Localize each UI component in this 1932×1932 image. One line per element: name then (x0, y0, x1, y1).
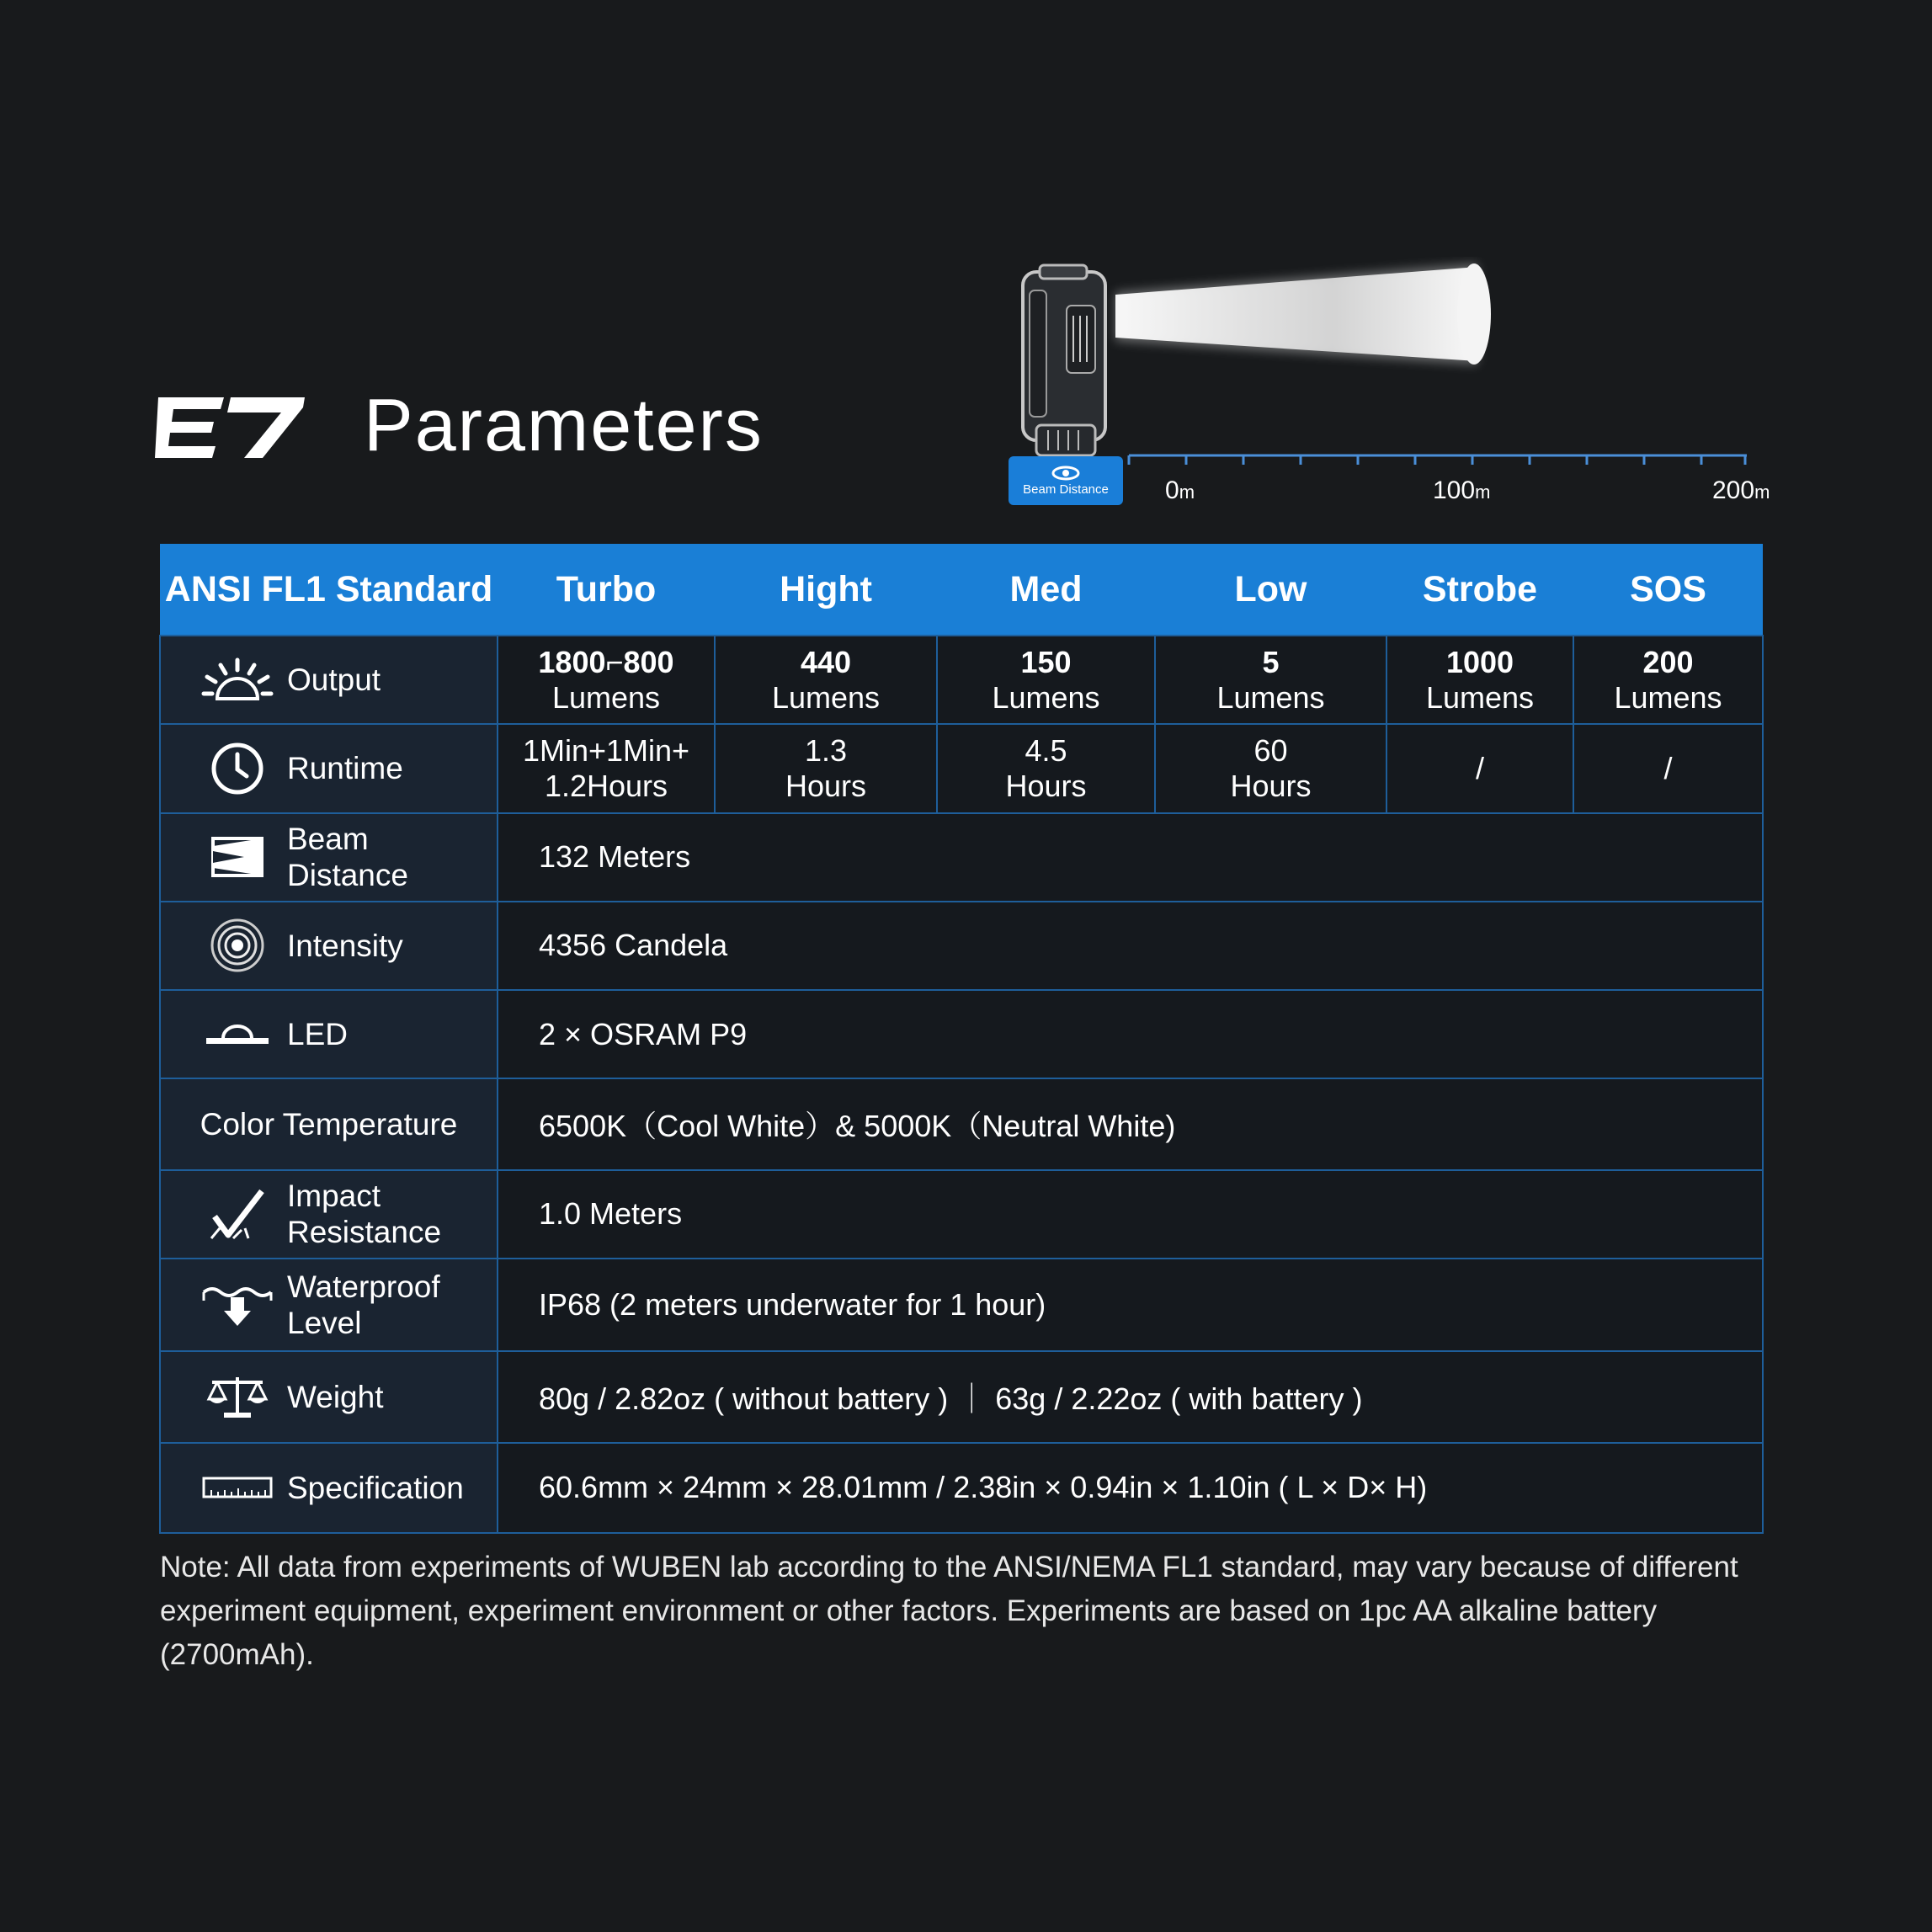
runtime-low: 60 Hours (1155, 724, 1386, 812)
row-label-text: Waterproof Level (287, 1269, 440, 1341)
row-label-text: Beam Distance (287, 822, 408, 893)
row-label-intensity (160, 902, 498, 990)
column-header-turbo: Turbo (498, 544, 715, 636)
row-label-specification (160, 1443, 498, 1533)
ruler-icon (200, 1458, 275, 1517)
led-icon (200, 1005, 275, 1064)
impact-icon (200, 1184, 275, 1243)
impact-resistance-value: 1.0 Meters (498, 1170, 1763, 1259)
output-turbo: 1800⌐800 Lumens (498, 636, 715, 724)
row-label-text: LED (287, 1017, 348, 1052)
beam-badge-label: Beam Distance (1023, 482, 1109, 497)
row-label-waterproof-level (160, 1259, 498, 1351)
e7-logo (155, 394, 306, 461)
table-header-row (160, 544, 1763, 636)
table-row-weight (160, 1351, 1763, 1442)
row-label-text: Intensity (287, 928, 403, 963)
row-label-runtime (160, 724, 498, 812)
row-label-impact-resistance (160, 1170, 498, 1259)
weight-value: 80g / 2.82oz ( without battery ) ｜ 63g / 2.22oz ( with battery ) (498, 1351, 1763, 1442)
beam-distance-icon (200, 828, 275, 886)
runtime-turbo: 1Min+1Min+ 1.2Hours (498, 724, 715, 812)
flashlight-beam-illustration (1006, 257, 1797, 509)
row-label-text: Output (287, 663, 381, 698)
table-row-impact-resistance (160, 1170, 1763, 1259)
column-header-med: Med (937, 544, 1155, 636)
column-header-hight: Hight (715, 544, 937, 636)
runtime-strobe: / (1386, 724, 1573, 812)
page-title: Parameters (364, 383, 764, 466)
color-temperature-value: 6500K（Cool White）& 5000K（Neutral White) (498, 1078, 1763, 1169)
scale-mark-100: 100m (1433, 476, 1491, 504)
scale-mark-0: 0m (1165, 476, 1195, 504)
table-row-runtime (160, 724, 1763, 812)
row-label-color-temperature: Color Temperature (160, 1078, 498, 1169)
output-sos: 200 Lumens (1573, 636, 1763, 724)
table-row-led (160, 990, 1763, 1078)
eye-icon (1051, 466, 1080, 481)
specification-value: 60.6mm × 24mm × 28.01mm / 2.38in × 0.94in × 1.10in ( L × D× H) (498, 1443, 1763, 1533)
beam-distance-badge (1009, 456, 1123, 505)
waterproof-icon (200, 1275, 275, 1334)
table-row-beam-distance (160, 813, 1763, 902)
output-low: 5 Lumens (1155, 636, 1386, 724)
table-row-output (160, 636, 1763, 724)
beam-distance-value: 132 Meters (498, 813, 1763, 902)
table-row-waterproof-level (160, 1259, 1763, 1351)
scale-balance-icon (200, 1367, 275, 1426)
column-header-strobe: Strobe (1386, 544, 1573, 636)
column-header-low: Low (1155, 544, 1386, 636)
row-label-text: Weight (287, 1379, 384, 1414)
parameters-table (159, 544, 1764, 1534)
table-row-color-temperature (160, 1078, 1763, 1169)
table-row-intensity (160, 902, 1763, 990)
row-label-text: Specification (287, 1470, 464, 1505)
waterproof-level-value: IP68 (2 meters underwater for 1 hour) (498, 1259, 1763, 1351)
row-label-led (160, 990, 498, 1078)
row-label-weight (160, 1351, 498, 1442)
output-med: 150 Lumens (937, 636, 1155, 724)
runtime-hight: 1.3 Hours (715, 724, 937, 812)
clock-icon (200, 739, 275, 798)
output-strobe: 1000 Lumens (1386, 636, 1573, 724)
table-row-specification (160, 1443, 1763, 1533)
footnote: Note: All data from experiments of WUBEN lab according to the ANSI/NEMA FL1 standard, may vary because of different experiment equipment, experiment environment or other factors. Experiments are based on 1pc AA alkaline battery (2700mAh). (160, 1551, 1738, 1671)
column-header-sos: SOS (1573, 544, 1763, 636)
runtime-sos: / (1573, 724, 1763, 812)
scale-mark-200: 200m (1712, 476, 1770, 504)
intensity-value: 4356 Candela (498, 902, 1763, 990)
output-hight: 440 Lumens (715, 636, 937, 724)
row-label-output (160, 636, 498, 724)
row-label-text: Impact Resistance (287, 1179, 442, 1250)
row-label-text: Runtime (287, 751, 403, 786)
row-label-beam-distance (160, 813, 498, 902)
led-value: 2 × OSRAM P9 (498, 990, 1763, 1078)
intensity-icon (200, 916, 275, 975)
sunburst-icon (200, 651, 275, 710)
runtime-med: 4.5 Hours (937, 724, 1155, 812)
column-header-standard: ANSI FL1 Standard (160, 544, 498, 636)
